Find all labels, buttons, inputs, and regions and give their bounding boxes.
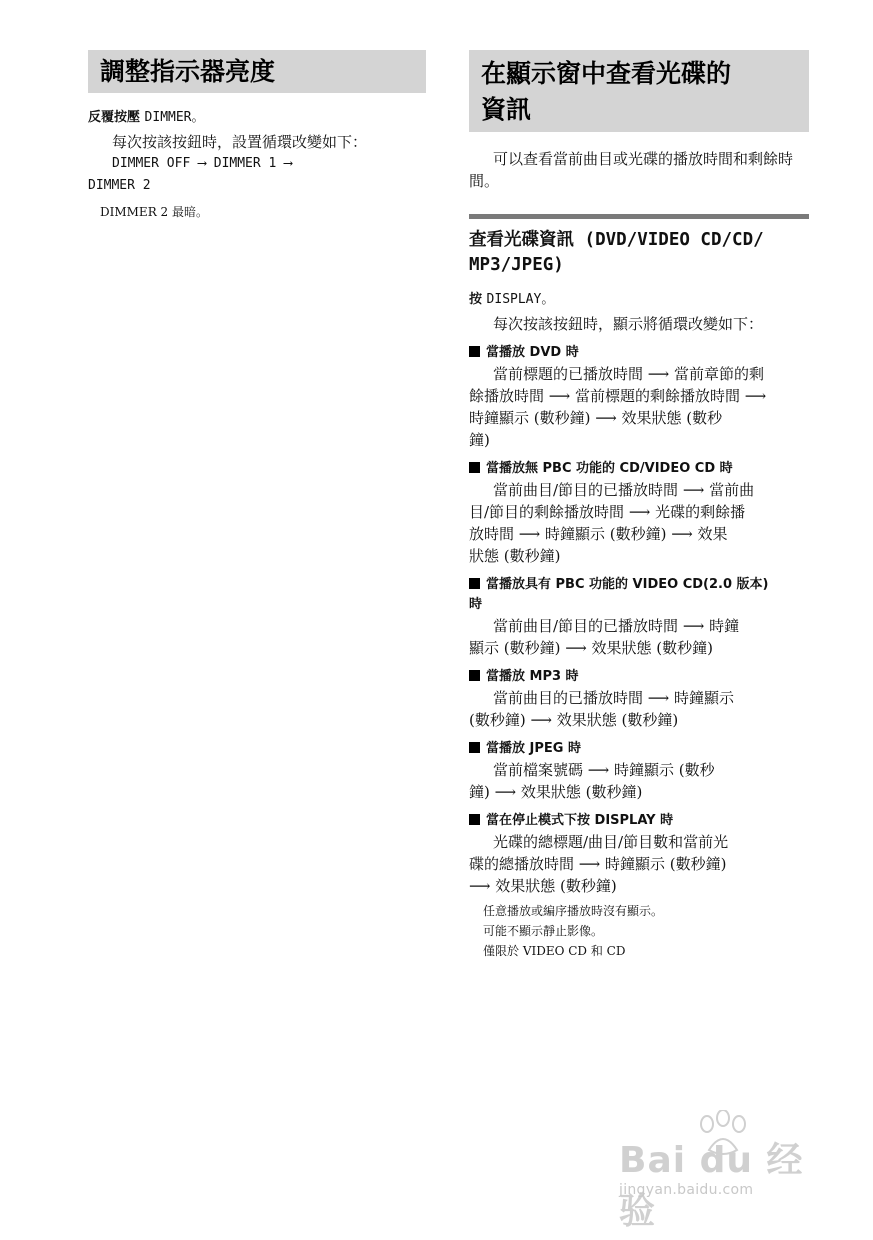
body-line: 時鐘顯示 (數秒鐘) ⟶ 效果狀態 (數秒 — [469, 409, 723, 427]
dimmer-button-name: DIMMER。 — [144, 110, 205, 125]
section-title-dimmer: 調整指示器亮度 — [88, 50, 426, 93]
footnote: 可能不顯示靜止影像。 — [483, 924, 604, 938]
mode-heading-text: 當播放 JPEG 時 — [486, 741, 581, 756]
display-button-name: DISPLAY。 — [486, 292, 555, 307]
display-intro: 可以查看當前曲目或光碟的播放時間和剩餘時間。 — [469, 150, 794, 190]
subheading-line2: MP3/JPEG) — [469, 255, 564, 275]
body-line: ⟶ 效果狀態 (數秒鐘) — [469, 877, 617, 895]
body-line: (數秒鐘) ⟶ 效果狀態 (數秒鐘) — [469, 711, 679, 729]
bullet-square-icon — [469, 670, 480, 681]
bullet-square-icon — [469, 578, 480, 589]
mode-heading-text: 當播放 MP3 時 — [486, 669, 579, 684]
body-line: 當前標題的已播放時間 ⟶ 當前章節的剩 — [493, 365, 765, 383]
watermark-url: jingyan.baidu.com — [619, 1182, 754, 1198]
body-line: 放時間 ⟶ 時鐘顯示 (數秒鐘) ⟶ 效果 — [469, 525, 728, 543]
right-column — [469, 50, 809, 961]
display-instruction — [469, 291, 809, 309]
footnote: 任意播放或編序播放時沒有顯示。 — [483, 904, 664, 918]
footnotes — [469, 901, 809, 961]
section-title-display — [469, 50, 809, 132]
watermark — [615, 1110, 825, 1232]
body-line: 當前曲目/節目的已播放時間 ⟶ 時鐘 — [493, 617, 740, 635]
mode-heading-text: 當在停止模式下按 DISPLAY 時 — [486, 813, 674, 828]
section-divider — [469, 214, 809, 219]
mode-body-cd-no-pbc — [469, 479, 809, 567]
dimmer-sequence-line1: DIMMER OFF ⟶ DIMMER 1 ⟶ — [112, 156, 293, 171]
subheading-line1: 查看光碟資訊 (DVD/VIDEO CD/CD/ — [469, 230, 764, 250]
body-line: 顯示 (數秒鐘) ⟶ 效果狀態 (數秒鐘) — [469, 639, 713, 657]
body-line: 當前檔案號碼 ⟶ 時鐘顯示 (數秒 — [493, 761, 715, 779]
body-line: 鐘) — [469, 431, 490, 449]
left-column — [88, 50, 426, 222]
dimmer-description: 每次按該按鈕時，設置循環改變如下： — [112, 133, 368, 151]
mode-body-vcd-pbc — [469, 615, 809, 659]
bullet-square-icon — [469, 742, 480, 753]
mode-heading-dvd — [469, 343, 809, 363]
watermark-brand: Bai du 经验 — [619, 1140, 804, 1232]
footnote: 僅限於 VIDEO CD 和 CD — [483, 944, 626, 958]
body-line: 餘播放時間 ⟶ 當前標題的剩餘播放時間 ⟶ — [469, 387, 767, 405]
dimmer-instruction — [88, 109, 426, 127]
section-title-display-line2: 資訊 — [481, 95, 532, 124]
body-line: 碟的總播放時間 ⟶ 時鐘顯示 (數秒鐘) — [469, 855, 727, 873]
bullet-square-icon — [469, 346, 480, 357]
mode-heading-text-cont: 時 — [469, 597, 483, 612]
display-description: 每次按該按鈕時，顯示將循環改變如下： — [493, 315, 764, 333]
dimmer-note: DIMMER 2 最暗。 — [100, 205, 208, 219]
mode-body-stop — [469, 831, 809, 897]
mode-heading-text: 當播放 DVD 時 — [486, 345, 579, 360]
mode-body-jpeg — [469, 759, 809, 803]
mode-body-dvd — [469, 363, 809, 451]
body-line: 當前曲目/節目的已播放時間 ⟶ 當前曲 — [493, 481, 755, 499]
mode-heading-text: 當播放無 PBC 功能的 CD/VIDEO CD 時 — [486, 461, 733, 476]
subheading-disc-info — [469, 228, 809, 278]
mode-heading-mp3 — [469, 667, 809, 687]
display-instruction-verb: 按 — [469, 292, 483, 307]
dimmer-instruction-verb: 反覆按壓 — [88, 110, 141, 125]
section-title-display-line1: 在顯示窗中查看光碟的 — [481, 59, 732, 88]
body-line: 光碟的總標題/曲目/節目數和當前光 — [493, 833, 729, 851]
mode-heading-jpeg — [469, 739, 809, 759]
body-line: 狀態 (數秒鐘) — [469, 547, 561, 565]
body-line: 當前曲目的已播放時間 ⟶ 時鐘顯示 — [493, 689, 735, 707]
body-line: 鐘) ⟶ 效果狀態 (數秒鐘) — [469, 783, 643, 801]
bullet-square-icon — [469, 814, 480, 825]
mode-body-mp3 — [469, 687, 809, 731]
mode-heading-cd-no-pbc — [469, 459, 809, 479]
body-line: 目/節目的剩餘播放時間 ⟶ 光碟的剩餘播 — [469, 503, 746, 521]
mode-heading-vcd-pbc — [469, 575, 809, 615]
dimmer-sequence-line2: DIMMER 2 — [88, 178, 151, 193]
bullet-square-icon — [469, 462, 480, 473]
mode-heading-text: 當播放具有 PBC 功能的 VIDEO CD(2.0 版本) — [486, 577, 769, 592]
mode-heading-stop — [469, 811, 809, 831]
